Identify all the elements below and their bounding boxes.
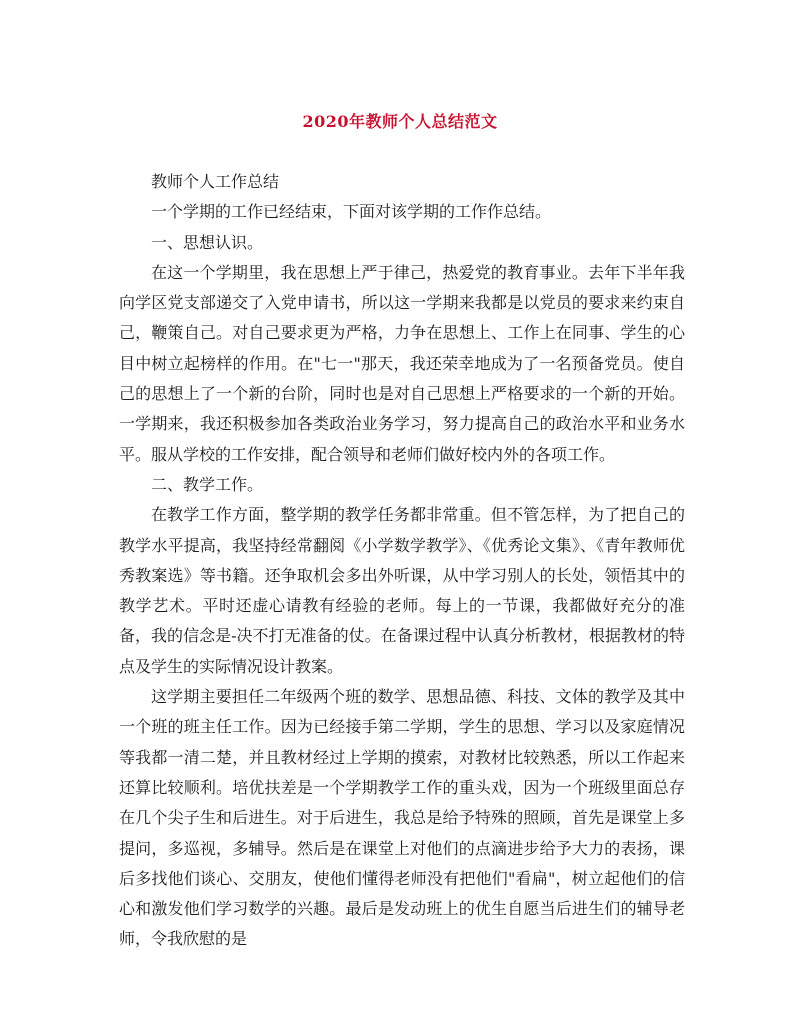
section-heading-teaching: 二、教学工作。 [151,474,264,494]
document-body [119,167,685,955]
paragraph-class-work: 这学期主要担任二年级两个班的数学、思想品德、科技、文体的教学及其中一个班的班主任工作。因为已经接手第二学期，学生的思想、学习以及家庭情况等我都一清二楚，并且教材经过上学期的摸索，对教材比较熟悉，所以工作起来还算比较顺利。培优扶差是一个学期教学工作的重头戏，因为一个班级里面总存在几个尖子生和后进生。对于后进生，我总是给予特殊的照顾，首先是课堂上多提问，多巡视，多辅导。然后是在课堂上对他们的点滴进步给予大力的表扬，课后多找他们谈心、交朋友，使他们懂得老师没有把他们"看扁"，树立起他们的信心和激发他们学习数学的兴趣。最后是发动班上的优生自愿当后进生们的辅导老师，令我欣慰的是 [119,687,685,949]
document-title: 2020年教师个人总结范文 [302,112,498,131]
paragraph-thought: 在这一个学期里，我在思想上严于律己，热爱党的教育事业。去年下半年我向学区党支部递交了入党申请书，所以这一学期来我都是以党员的要求来约束自己，鞭策自己。对自己要求更为严格，力争在思想上、工作上在同事、学生的心目中树立起榜样的作用。在"七一"那天，我还荣幸地成为了一名预备党员。使自己的思想上了一个新的台阶，同时也是对自己思想上严格要求的一个新的开始。一学期来，我还积极参加各类政治业务学习，努力提高自己的政治水平和业务水平。服从学校的工作安排，配合领导和老师们做好校内外的各项工作。 [119,262,685,464]
paragraph-intro: 一个学期的工作已经结束，下面对该学期的工作作总结。 [151,202,552,222]
section-heading-thought: 一、思想认识。 [151,232,264,252]
paragraph-teaching: 在教学工作方面，整学期的教学任务都非常重。但不管怎样，为了把自己的教学水平提高，我坚持经常翻阅《小学数学教学》、《优秀论文集》、《青年教师优秀教案选》等书籍。还争取机会多出外听课，从中学习别人的长处，领悟其中的教学艺术。平时还虚心请教有经验的老师。每上的一节课，我都做好充分的准备，我的信念是-决不打无准备的仗。在备课过程中认真分析教材，根据教材的特点及学生的实际情况设计教案。 [119,505,685,676]
paragraph-heading: 教师个人工作总结 [151,172,280,191]
